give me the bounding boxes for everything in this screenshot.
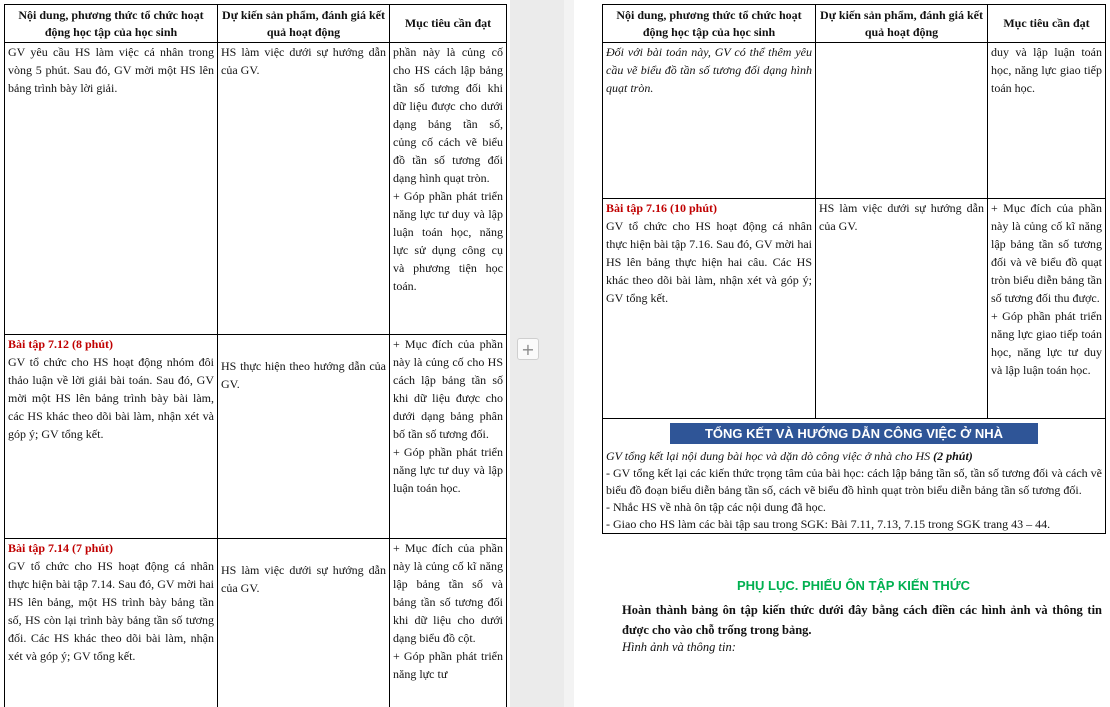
objective-text: + Góp phần phát triển năng lực tư duy và lập luận toán học. [393, 445, 503, 495]
activity-cell: GV yêu cầu HS làm việc cá nhân trong vòng 5 phút. Sau đó, GV mời một HS lên bảng trình bày lời giải. [5, 43, 218, 335]
activity-text: GV tổ chức cho HS hoạt động nhóm đôi thảo luận về lời giải bài toán. Sau đó, GV mời một HS lên bảng trình bày bài làm, các HS khác theo dõi bài làm, nhận xét và góp ý; GV tổng kết. [8, 355, 214, 441]
product-cell: HS làm việc dưới sự hướng dẫn của GV. [816, 199, 988, 419]
summary-intro: GV tổng kết lại nội dung bài học và dặn dò công việc ở nhà cho HS (2 phút) [606, 449, 973, 463]
summary-cell [603, 419, 1106, 534]
plus-icon: + [521, 339, 535, 359]
add-page-button[interactable] [517, 338, 539, 360]
objective-cell [988, 199, 1106, 419]
exercise-title: Bài tập 7.14 (7 phút) [8, 541, 114, 555]
page-margin [564, 0, 574, 707]
lesson-table-left [4, 4, 507, 707]
objective-text: + Mục đích của phần này là củng cố kĩ năng lập bảng tần số và bảng tần số tương đối khi dữ liệu cho dưới dạng biểu đồ cột. [393, 541, 503, 645]
header-objective: Mục tiêu cần đạt [390, 5, 507, 43]
objective-text: + Góp phần phát triển năng lực tư [393, 649, 503, 681]
document-page-left [0, 0, 510, 707]
objective-text: + Góp phần phát triển năng lực giao tiếp toán học, năng lực tư duy và lập luận toán học. [991, 309, 1102, 377]
product-cell: HS thực hiện theo hướng dẫn của GV. [218, 335, 390, 539]
activity-cell [5, 539, 218, 707]
activity-text: GV tổ chức cho HS hoạt động cá nhân thực hiện bài tập 7.16. Sau đó, GV mời hai HS lên bảng thực hiện hai câu. Các HS khác theo dõi bài làm, nhận xét và góp ý; GV tổng kết. [606, 219, 812, 305]
summary-item: - Nhắc HS về nhà ôn tập các nội dung đã học. [606, 500, 826, 514]
activity-cell [5, 335, 218, 539]
product-cell: HS làm việc dưới sự hướng dẫn của GV. [218, 539, 390, 707]
table-row [5, 335, 507, 539]
objective-text: + Mục đích của phần này là củng cố kĩ năng lập bảng tần số tương đối và vẽ biểu đồ quạt tròn biểu diễn bảng tần số tương đối thu được. [991, 201, 1102, 305]
activity-text: GV tổ chức cho HS hoạt động cá nhân thực hiện bài tập 7.14. Sau đó, GV mời hai HS lên bảng, một HS trình bày bảng tần số, HS còn lại trình bày bảng tần số tương đối. Các HS khác theo dõi bài làm, nhận xét và góp ý; GV tổng kết. [8, 559, 214, 663]
objective-cell [390, 335, 507, 539]
exercise-title: Bài tập 7.16 (10 phút) [606, 201, 718, 215]
summary-banner: TỔNG KẾT VÀ HƯỚNG DẪN CÔNG VIỆC Ở NHÀ [670, 423, 1038, 444]
objective-cell [390, 43, 507, 335]
activity-cell [603, 199, 816, 419]
table-row [603, 43, 1106, 199]
header-objective: Mục tiêu cần đạt [988, 5, 1106, 43]
table-row [5, 43, 507, 335]
objective-cell [390, 539, 507, 707]
header-activity: Nội dung, phương thức tổ chức hoạt động học tập của học sinh [5, 5, 218, 43]
appendix-title: PHỤ LỤC. PHIẾU ÔN TẬP KIẾN THỨC [736, 578, 970, 593]
header-product: Dự kiến sản phẩm, đánh giá kết quả hoạt động [218, 5, 390, 43]
objective-text: + Góp phần phát triển năng lực tư duy và lập luận toán học, năng lực sử dụng công cụ và phương tiện học toán. [393, 189, 503, 293]
table-row [5, 539, 507, 707]
summary-item: - Giao cho HS làm các bài tập sau trong SGK: Bài 7.11, 7.13, 7.15 trong SGK trang 43 – 44. [606, 517, 1051, 531]
header-activity: Nội dung, phương thức tổ chức hoạt động học tập của học sinh [603, 5, 816, 43]
appendix-subtitle: Hình ảnh và thông tin: [622, 640, 736, 654]
summary-row [603, 419, 1106, 534]
product-cell [816, 43, 988, 199]
lesson-table-right [602, 4, 1106, 534]
objective-text: + Mục đích của phần này là củng cố cho HS cách lập bảng tần số khi dữ liệu được cho dưới dạng bảng phân bố tần số tương đối. [393, 337, 503, 441]
objective-text: phần này là củng cố cho HS cách lập bảng tần số tương đối khi dữ liệu được cho dưới dạng bảng tần số, củng cố cách vẽ biểu đồ tần số tương đối dạng hình quạt tròn. [393, 45, 503, 185]
exercise-title: Bài tập 7.12 (8 phút) [8, 337, 114, 351]
table-row [603, 199, 1106, 419]
objective-cell: duy và lập luận toán học, năng lực giao tiếp toán học. [988, 43, 1106, 199]
header-product: Dự kiến sản phẩm, đánh giá kết quả hoạt động [816, 5, 988, 43]
document-page-right [564, 0, 1110, 707]
product-cell: HS làm việc dưới sự hướng dẫn của GV. [218, 43, 390, 335]
appendix-instruction: Hoàn thành bảng ôn tập kiến thức dưới đây bằng cách điền các hình ảnh và thông tin được cho vào chỗ trống trong bảng. [622, 603, 1102, 637]
activity-cell: Đối với bài toán này, GV có thể thêm yêu cầu vẽ biểu đồ tần số tương đối dạng hình quạt tròn. [603, 43, 816, 199]
summary-item: - GV tổng kết lại các kiến thức trọng tâm của bài học: cách lập bảng tần số, tần số tương đối và cách vẽ biểu đồ đoạn biểu diễn bảng tần số, cách vẽ biểu đồ hình quạt tròn biểu diễn bảng tần số tương đối. [606, 466, 1102, 497]
